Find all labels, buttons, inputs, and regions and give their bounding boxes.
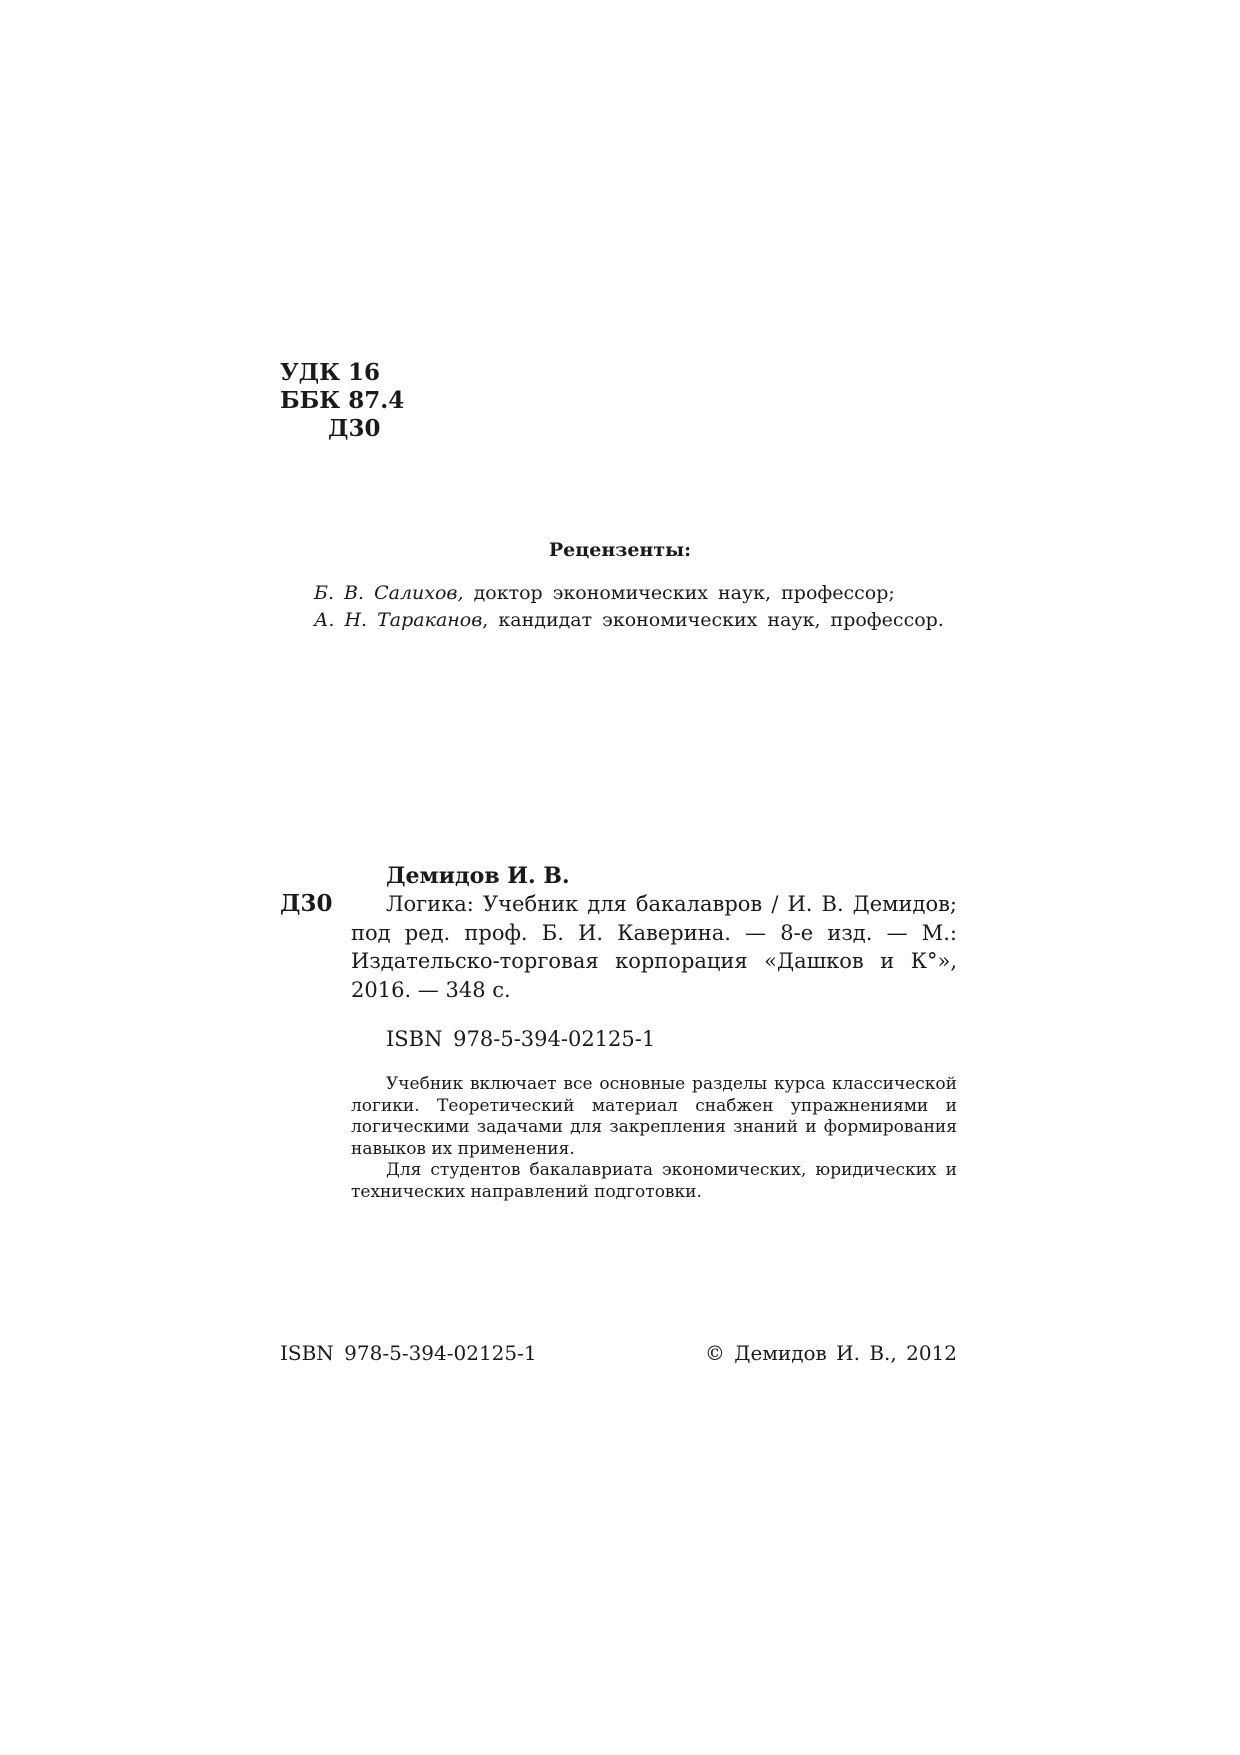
author-code: Д30 — [280, 890, 333, 917]
reviewers-heading: Рецензенты: — [548, 539, 692, 561]
annotation-paragraph-2: Для студентов бакалавриата экономических, юридических и технических направлений подготовки. — [351, 1160, 957, 1202]
bbk-code: ББК 87.4 — [280, 387, 405, 414]
udk-code: УДК 16 — [280, 359, 381, 386]
bibliographic-description: Логика: Учебник для бакалавров / И. В. Демидов; под ред. проф. Б. И. Каверина. — 8-е изд. — М.: Издательско-торговая корпорация «Дашков и К°», 2016. — 348 с. — [351, 892, 957, 1002]
author-name: Демидов И. В. — [386, 863, 570, 889]
reviewer-2-name: А. Н. Тараканов — [314, 609, 483, 631]
reviewer-2 — [314, 608, 944, 632]
reviewer-1 — [314, 581, 895, 605]
reviewer-1-description: доктор экономических наук, профессор; — [463, 582, 895, 604]
copyright: © Демидов И. В., 2012 — [704, 1341, 957, 1365]
reviewer-2-description: , кандидат экономических наук, профессор. — [482, 609, 944, 631]
reviewer-1-name: Б. В. Салихов, — [314, 582, 464, 604]
annotation — [351, 1074, 957, 1203]
author-mark: Д30 — [328, 415, 381, 442]
annotation-paragraph-1: Учебник включает все основные разделы курса классической логики. Теоретический материал снабжен упражнениями и логическими задачами для закрепления знаний и формирования навыков их применения. — [351, 1074, 957, 1159]
isbn-entry: ISBN 978-5-394-02125-1 — [386, 1027, 656, 1051]
isbn-footer: ISBN 978-5-394-02125-1 — [280, 1341, 537, 1365]
